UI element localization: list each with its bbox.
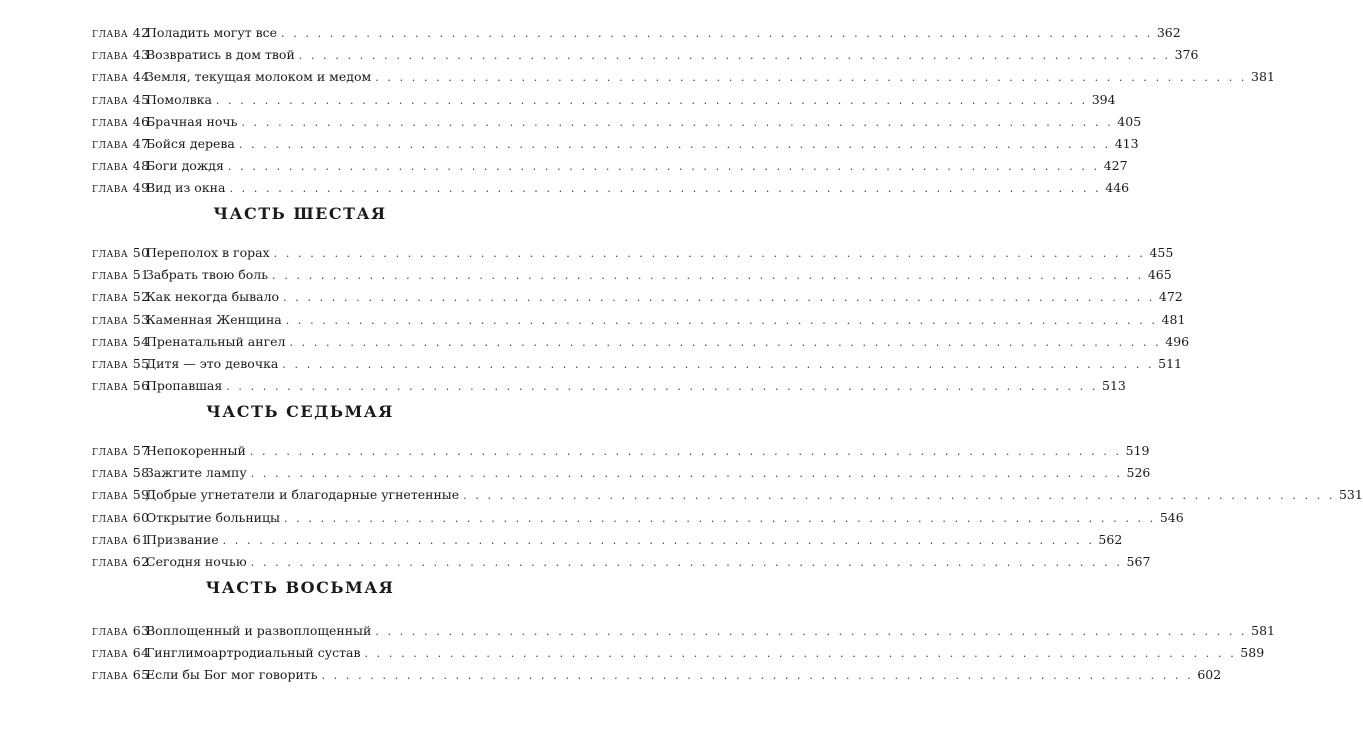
chapter-title: Зажгите лампу (146, 465, 247, 481)
toc-entry (92, 375, 1126, 397)
toc-entry (92, 642, 1265, 664)
page-number: 513 (1102, 378, 1126, 394)
leader-dots (284, 508, 1156, 530)
leader-dots (364, 643, 1236, 665)
chapter-title: Боги дождя (146, 158, 224, 174)
leader-dots (375, 67, 1247, 89)
toc-entry (92, 242, 1174, 264)
chapter-label: глава 46 (92, 113, 150, 129)
leader-dots (228, 156, 1100, 178)
toc-group-part-7 (92, 440, 1363, 573)
toc-entry (92, 529, 1123, 551)
chapter-label: глава 60 (92, 509, 150, 525)
leader-dots (282, 354, 1154, 376)
chapter-label: глава 65 (92, 667, 150, 683)
toc-entry (92, 620, 1276, 642)
leader-dots (241, 112, 1113, 134)
leader-dots (250, 441, 1122, 463)
page-number: 362 (1156, 25, 1181, 40)
leader-dots (229, 178, 1101, 200)
toc-entry (92, 331, 1190, 353)
chapter-label: глава 42 (92, 25, 150, 40)
part-heading: ЧАСТЬ ШЕСТАЯ (213, 204, 387, 223)
page-number: 405 (1117, 113, 1142, 129)
page-number: 589 (1240, 645, 1265, 661)
leader-dots (375, 621, 1247, 643)
toc-group-part-8 (92, 620, 1276, 687)
leader-dots (299, 45, 1171, 67)
page-number: 394 (1091, 91, 1116, 107)
toc-entry (92, 111, 1142, 133)
page-number: 546 (1159, 509, 1184, 525)
leader-dots (251, 463, 1123, 485)
chapter-title: Если бы Бог мог говорить (146, 667, 318, 683)
chapter-title: Как некогда бывало (146, 289, 280, 305)
chapter-label: глава 64 (92, 645, 150, 661)
chapter-label: глава 47 (92, 135, 150, 151)
chapter-title: Переполох в горах (146, 245, 270, 260)
chapter-label: глава 58 (92, 465, 150, 481)
toc-group-part-6 (92, 242, 1190, 397)
chapter-label: глава 61 (92, 531, 150, 547)
page-number: 562 (1098, 531, 1123, 547)
toc-entry (92, 309, 1186, 331)
page-number: 526 (1126, 465, 1151, 481)
chapter-title: Земля, текущая молоком и медом (146, 69, 372, 85)
page-number: 427 (1103, 158, 1128, 174)
toc-group-continuation (92, 22, 1275, 200)
leader-dots (216, 90, 1088, 112)
part-heading: ЧАСТЬ ВОСЬМАЯ (205, 578, 395, 597)
toc-entry (92, 133, 1139, 155)
chapter-title: Пренатальный ангел (146, 333, 286, 349)
page-number: 496 (1165, 333, 1190, 349)
chapter-title: Непокоренный (146, 443, 246, 458)
chapter-label: глава 44 (92, 69, 150, 85)
leader-dots (281, 23, 1153, 45)
chapter-title: Воплощенный и развоплощенный (146, 623, 372, 638)
page-number: 511 (1158, 355, 1183, 371)
chapter-title: Пропавшая (146, 378, 223, 394)
toc-entry (92, 286, 1183, 308)
page-number: 581 (1251, 623, 1276, 638)
chapter-label: глава 43 (92, 47, 150, 63)
chapter-label: глава 59 (92, 487, 150, 503)
toc-entry (92, 264, 1172, 286)
chapter-title: Брачная ночь (146, 113, 238, 129)
chapter-label: глава 62 (92, 553, 150, 569)
toc-entry (92, 66, 1275, 88)
leader-dots (283, 287, 1155, 309)
chapter-title: Возвратись в дом твой (146, 47, 295, 63)
chapter-title: Забрать твою боль (146, 267, 269, 283)
toc-entry (92, 440, 1150, 462)
page-number: 465 (1147, 267, 1172, 283)
part-heading: ЧАСТЬ СЕДЬМАЯ (206, 402, 394, 421)
toc-entry (92, 484, 1363, 506)
chapter-label: глава 56 (92, 378, 150, 394)
page-number: 446 (1105, 180, 1130, 196)
chapter-label: глава 52 (92, 289, 150, 305)
page-number: 519 (1125, 443, 1150, 458)
leader-dots (251, 552, 1123, 574)
chapter-title: Вид из окна (146, 180, 226, 196)
chapter-label: глава 51 (92, 267, 150, 283)
leader-dots (289, 332, 1161, 354)
chapter-title: Призвание (146, 531, 219, 547)
leader-dots (286, 310, 1158, 332)
chapter-title: Дитя — это девочка (146, 355, 279, 371)
leader-dots (272, 265, 1144, 287)
chapter-label: глава 45 (92, 91, 150, 107)
page-number: 602 (1197, 667, 1222, 683)
chapter-title: Добрые угнетатели и благодарные угнетенные (146, 487, 460, 503)
page-number: 455 (1149, 245, 1174, 260)
chapter-title: Каменная Женщина (146, 311, 282, 327)
chapter-label: глава 50 (92, 245, 150, 260)
toc-entry (92, 44, 1199, 66)
page-number: 381 (1251, 69, 1275, 85)
toc-entry (92, 155, 1128, 177)
toc-entry (92, 551, 1151, 573)
page-number: 472 (1158, 289, 1183, 305)
chapter-label: глава 55 (92, 355, 150, 371)
chapter-title: Бойся дерева (146, 135, 235, 151)
toc-entry (92, 664, 1222, 686)
chapter-label: глава 54 (92, 333, 150, 349)
chapter-label: глава 63 (92, 623, 150, 638)
leader-dots (223, 530, 1095, 552)
leader-dots (226, 376, 1098, 398)
chapter-title: Открытие больницы (146, 509, 280, 525)
page-number: 481 (1161, 311, 1186, 327)
page-number: 376 (1174, 47, 1199, 63)
chapter-label: глава 57 (92, 443, 150, 458)
toc-entry (92, 462, 1151, 484)
toc-entry (92, 89, 1116, 111)
leader-dots (274, 243, 1146, 265)
toc-entry (92, 507, 1184, 529)
chapter-label: глава 49 (92, 180, 150, 196)
toc-entry (92, 22, 1181, 44)
toc-entry (92, 177, 1130, 199)
leader-dots (322, 665, 1194, 687)
chapter-title: Сегодня ночью (146, 553, 247, 569)
page-number: 531 (1338, 487, 1363, 503)
chapter-title: Поладить могут все (146, 25, 278, 40)
toc-entry (92, 353, 1183, 375)
chapter-title: Помолвка (146, 91, 212, 107)
chapter-title: Гинглимоартродиальный сустав (146, 645, 361, 661)
page-number: 413 (1114, 135, 1139, 151)
leader-dots (463, 485, 1335, 507)
leader-dots (239, 134, 1111, 156)
chapter-label: глава 53 (92, 311, 150, 327)
page-number: 567 (1126, 553, 1151, 569)
chapter-label: глава 48 (92, 158, 150, 174)
